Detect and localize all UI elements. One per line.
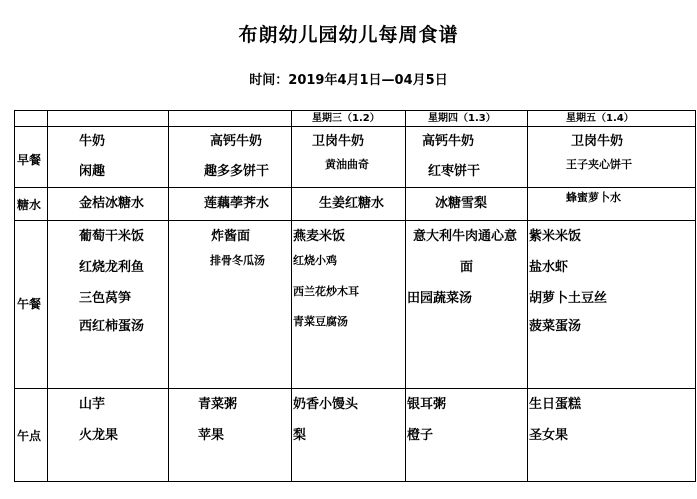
tue-breakfast-1: 高钙牛奶 [210, 134, 263, 149]
col-divider-1 [47, 110, 48, 482]
thu-breakfast-1: 高钙牛奶 [422, 134, 475, 149]
fri-lunch-3: 胡萝卜土豆丝 [529, 291, 608, 306]
wed-lunch-4: 青菜豆腐汤 [293, 315, 348, 328]
thu-snack-2: 橙子 [407, 428, 434, 443]
mon-snack-1: 山芋 [79, 397, 106, 412]
fri-lunch-1: 紫米米饭 [529, 229, 582, 244]
breakfast-row-border [14, 187, 696, 188]
row-label-snack: 午点 [17, 429, 42, 443]
thu-snack-1: 银耳粥 [407, 397, 447, 412]
header-wed: 星期三（1.2） [312, 113, 380, 124]
mon-snack-2: 火龙果 [79, 428, 119, 443]
wed-snack-1: 奶香小馒头 [293, 397, 359, 412]
date-range: 时间：2019年4月1日—04月5日 [249, 73, 448, 88]
row-label-lunch: 午餐 [17, 297, 42, 311]
col-divider-2 [168, 110, 169, 482]
fri-lunch-2: 盐水虾 [529, 260, 569, 275]
page-title: 布朗幼儿园幼儿每周食谱 [238, 24, 459, 46]
header-fri: 星期五（1.4） [566, 113, 634, 124]
mon-sugarwater: 金桔冰糖水 [79, 196, 145, 211]
sugarwater-row-border [14, 220, 696, 221]
table-left-border [14, 110, 15, 482]
fri-sugarwater: 蜂蜜萝卜水 [566, 191, 621, 204]
mon-lunch-4: 西红柿蛋汤 [79, 319, 145, 334]
fri-lunch-4: 菠菜蛋汤 [529, 319, 582, 334]
lunch-row-border [14, 388, 696, 389]
thu-lunch-3: 田园蔬菜汤 [407, 291, 473, 306]
mon-breakfast-1: 牛奶 [79, 134, 106, 149]
fri-snack-2: 圣女果 [529, 428, 569, 443]
wed-sugarwater: 生姜红糖水 [319, 196, 385, 211]
tue-sugarwater: 莲藕荸荠水 [204, 196, 270, 211]
wed-lunch-2: 红烧小鸡 [293, 254, 337, 267]
col-divider-4 [405, 110, 406, 482]
mon-lunch-2: 红烧龙利鱼 [79, 260, 145, 275]
thu-breakfast-2: 红枣饼干 [428, 164, 481, 179]
mon-lunch-3: 三色莴笋 [79, 291, 132, 306]
wed-snack-2: 梨 [293, 428, 307, 443]
tue-lunch-1: 炸酱面 [211, 229, 251, 244]
row-label-breakfast: 早餐 [17, 153, 42, 167]
table-right-border [695, 110, 696, 482]
fri-breakfast-2: 王子夹心饼干 [566, 158, 632, 171]
wed-breakfast-1: 卫岗牛奶 [312, 134, 365, 149]
tue-lunch-2: 排骨冬瓜汤 [210, 254, 265, 267]
table-bottom-border [14, 481, 696, 482]
wed-breakfast-2: 黄油曲奇 [325, 158, 369, 171]
col-divider-5 [527, 110, 528, 482]
thu-lunch-2: 面 [460, 260, 474, 275]
wed-lunch-1: 燕麦米饭 [293, 229, 346, 244]
fri-snack-1: 生日蛋糕 [529, 397, 582, 412]
col-divider-3 [291, 110, 292, 482]
thu-sugarwater: 冰糖雪梨 [435, 196, 488, 211]
tue-breakfast-2: 趣多多饼干 [204, 164, 270, 179]
tue-snack-1: 青菜粥 [198, 397, 238, 412]
row-label-sugarwater: 糖水 [17, 198, 42, 212]
mon-breakfast-2: 闲趣 [79, 164, 106, 179]
header-thu: 星期四（1.3） [428, 113, 496, 124]
mon-lunch-1: 葡萄干米饭 [79, 229, 145, 244]
fri-breakfast-1: 卫岗牛奶 [571, 134, 624, 149]
wed-lunch-3: 西兰花炒木耳 [293, 285, 359, 298]
tue-snack-2: 苹果 [198, 428, 225, 443]
thu-lunch-1: 意大利牛肉通心意 [413, 229, 518, 244]
